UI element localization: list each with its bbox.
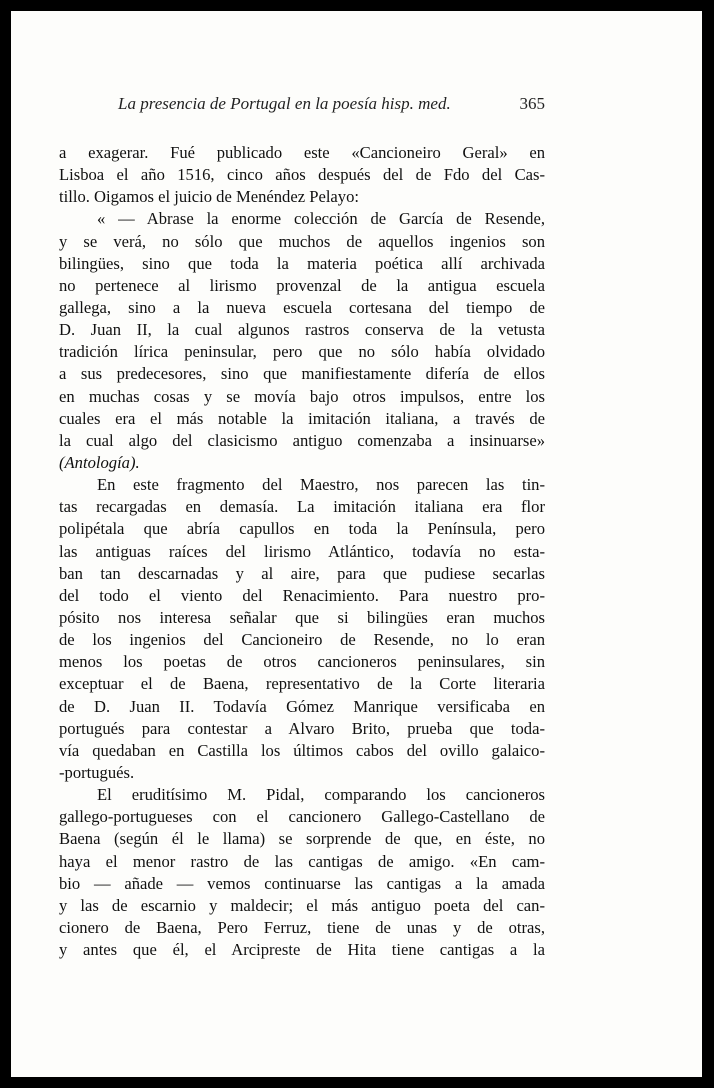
text-line: tradición lírica peninsular, pero que no sólo había olvidado [59,342,545,362]
text-line: haya el menor rastro de las cantigas de amigo. «En cam- [59,851,545,871]
text-line: la cual algo del clasicismo antiguo comenzaba a insinuarse» [59,430,545,450]
book-page [11,11,702,1077]
text-line: cionero de Baena, Pero Ferruz, tiene de unas y de otras, [59,917,545,937]
text-line: las antiguas raíces del lirismo Atlántico, todavía no esta- [59,541,545,561]
text-line: gallego-portugueses con el cancionero Gallego-Castellano de [59,807,545,827]
text-line: El eruditísimo M. Pidal, comparando los cancioneros [97,785,545,805]
running-title: La presencia de Portugal en la poesía hisp. med. [118,94,451,113]
running-header [118,94,545,114]
text-line: Baena (según él le llama) se sorprende de que, en éste, no [59,829,545,849]
text-line: vía quedaban en Castilla los últimos cabos del ovillo galaico- [59,740,545,760]
text-line: portugués para contestar a Alvaro Brito, prueba que toda- [59,718,545,738]
text-line: de D. Juan II. Todavía Gómez Manrique versificaba en [59,696,545,716]
text-line: En este fragmento del Maestro, nos parecen las tin- [97,475,545,495]
text-line: menos los poetas de otros cancioneros peninsulares, sin [59,652,545,672]
page-number: 365 [519,94,545,113]
text-line: ban tan descarnadas y al aire, para que pudiese secarlas [59,563,545,583]
text-line: a sus predecesores, sino que manifiestamente difería de ellos [59,364,545,384]
text-line: tas recargadas en demasía. La imitación italiana era flor [59,497,545,517]
text-line: de los ingenios del Cancioneiro de Resende, no lo eran [59,630,545,650]
text-line: polipétala que abría capullos en toda la Península, pero [59,519,545,539]
text-line: Lisboa el año 1516, cinco años después del de Fdo del Cas- [59,165,545,185]
text-line: tillo. Oigamos el juicio de Menéndez Pelayo: [59,187,360,207]
text-line: del todo el viento del Renacimiento. Para nuestro pro- [59,585,545,605]
text-line: pósito nos interesa señalar que si bilingües eran muchos [59,607,545,627]
text-line: exceptuar el de Baena, representativo de la Corte literaria [59,674,545,694]
text-line: en muchas cosas y se movía bajo otros impulsos, entre los [59,386,545,406]
text-line: cuales era el más notable la imitación italiana, a través de [59,408,545,428]
text-line: a exagerar. Fué publicado este «Cancioneiro Geral» en [59,143,545,162]
text-line: y se verá, no sólo que muchos de aquellos ingenios son [59,231,545,251]
text-line: gallega, sino a la nueva escuela cortesana del tiempo de [59,297,545,317]
text-line: bio — añade — vemos continuarse las cantigas a la amada [59,873,545,893]
text-line: no pertenece al lirismo provenzal de la antigua escuela [59,275,545,295]
text-line: bilingües, sino que toda la materia poética allí archivada [59,253,545,273]
text-line: « — Abrase la enorme colección de García de Resende, [97,209,545,229]
text-line: -portugués. [59,762,135,782]
body-text [59,142,545,961]
text-line: D. Juan II, la cual algunos rastros conserva de la vetusta [59,320,545,340]
text-line: y antes que él, el Arcipreste de Hita tiene cantigas a la [59,940,545,960]
text-line: (Antología). [59,452,140,472]
text-line: y las de escarnio y maldecir; el más antiguo poeta del can- [59,895,545,915]
